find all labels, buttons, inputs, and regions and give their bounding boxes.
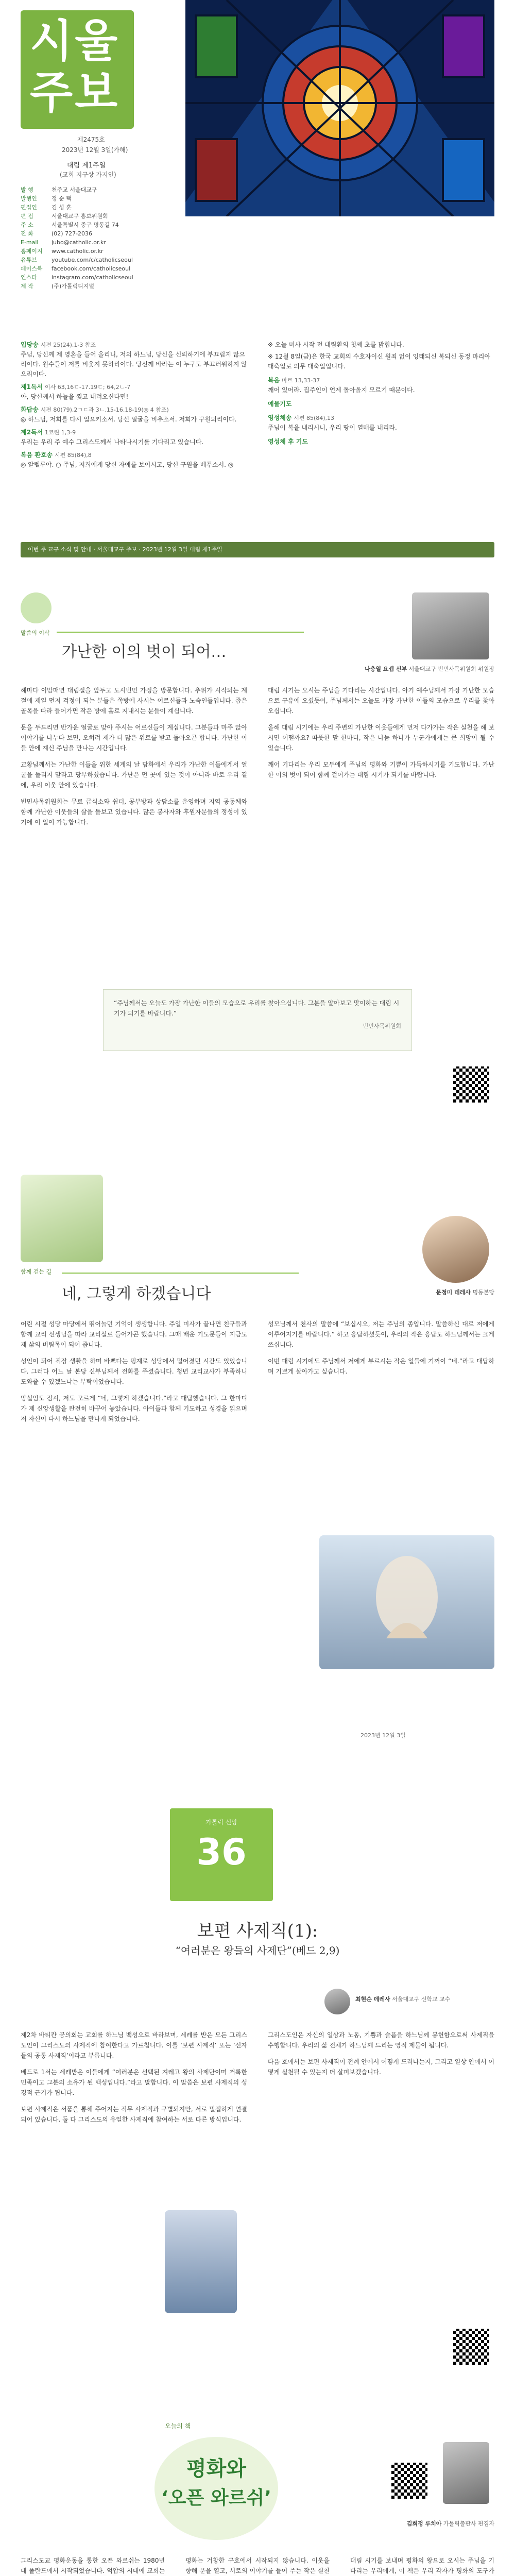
article-3-number: 36 (196, 1831, 247, 1873)
article-1-quote-source: 빈민사목위원회 (363, 1023, 401, 1029)
publisher-row (21, 273, 133, 282)
second-reading-label: 제2독서 (21, 429, 43, 436)
second-reading-text: 우리는 우리 주 예수 그리스도께서 나타나시기를 기다리고 있습니다. (21, 438, 204, 446)
article-4 (0, 2401, 515, 2576)
article-3-book-image (165, 2210, 237, 2313)
info-banner (21, 542, 494, 557)
publisher-row (21, 256, 133, 264)
article-2-prayer-image (319, 1535, 494, 1669)
article-3-tag: 가톨릭 신앙 (205, 1819, 237, 1826)
article-1-byline (309, 665, 494, 673)
psalm-ref: 시편 80(79),2ㄱㄷ과 3ㄴ.15-16.18-19(◎ 4 참조) (40, 406, 169, 413)
article-4-para: 대림 시기를 보내며 평화의 왕으로 오시는 주님을 기다리는 우리에게, 이 책은 우리 각자가 평화의 도구가 (350, 2557, 494, 2574)
publisher-row-value: 정 순 택 (52, 195, 72, 202)
article-3-col-right (268, 2030, 494, 2083)
publisher-row-label: 주 소 (21, 222, 33, 228)
masthead-title-line1: 시울 (30, 15, 120, 67)
article-1-para: 해마다 이맘때면 대림절을 앞두고 도시빈민 가정을 방문합니다. 추위가 시작되는 계절에 제일 먼저 걱정이 되는 분들은 쪽방에 사시는 어르신들과 노숙인들입니다. 좁은 골목을 따라 들어가면 작은 방에 홀로 지내시는 분들이 계십니다. (21, 687, 247, 715)
article-4-author: 김희정 루치아 (406, 2520, 442, 2527)
article-3-author-photo (324, 1989, 350, 2014)
publisher-row-label: 인스타 (21, 274, 37, 281)
article-1-para: 교황님께서는 가난한 이들을 위한 세계의 날 담화에서 우리가 가난한 이들에게서 얼굴을 돌리지 말라고 당부하셨습니다. 가난은 먼 곳에 있는 것이 아니라 바로 우리 곁에, 우리 이웃 안에 있습니다. (21, 761, 247, 789)
article-1 (0, 582, 515, 1149)
article-2-author: 문정미 데레사 (436, 1289, 471, 1296)
communion-text: 주님이 복을 내리시니, 우리 땅이 열매를 내리라. (268, 424, 397, 431)
publisher-row-value: www.catholic.or.kr (52, 248, 104, 255)
article-2-para: 어린 시절 성당 마당에서 뛰어놀던 기억이 생생합니다. 주일 미사가 끝나면 친구들과 함께 교리 선생님을 따라 교리실로 들어가곤 했습니다. 그때 배운 기도문들이 지금도 제 삶의 버팀목이 되어 줍니다. (21, 1320, 247, 1348)
readings-right (268, 340, 494, 536)
article-3-para: 제2차 바티칸 공의회는 교회를 하느님 백성으로 바라보며, 세례를 받은 모든 그리스도인이 그리스도의 사제직에 참여한다고 가르칩니다. 이를 ‘보편 사제직’ 또는 ‘신자들의 공통 사제직’이라고 부릅니다. (21, 2031, 247, 2059)
article-4-author-role: 가톨릭출판사 편집자 (443, 2520, 494, 2527)
article-1-para: 깨어 기다리는 우리 모두에게 주님의 평화와 기쁨이 가득하시기를 기도합니다. 가난한 이의 벗이 되어 함께 걸어가는 대림 시기가 되기를 바랍니다. (268, 761, 494, 778)
article-2-author-role: 명동본당 (472, 1289, 494, 1296)
article-1-quote: “주님께서는 오늘도 가장 가난한 이들의 모습으로 우리를 찾아오십니다. 그분을 알아보고 맞이하는 대림 시기가 되기를 바랍니다.” (114, 999, 400, 1017)
gospel-label: 복음 (268, 377, 280, 384)
publisher-row (21, 221, 133, 229)
alleluia-ref: 시편 85(84),8 (54, 452, 92, 459)
article-2-header-image (21, 1175, 103, 1262)
publisher-row-value: jubo@catholic.or.kr (52, 239, 106, 246)
publisher-row-value: facebook.com/catholicseoul (52, 265, 131, 272)
article-2 (0, 1175, 515, 1752)
article-1-col-left (21, 685, 247, 834)
article-1-qr-code[interactable] (453, 1066, 489, 1103)
publisher-row-value: (주)가톨릭디지털 (52, 283, 94, 290)
article-4-qr-code[interactable] (391, 2463, 427, 2499)
article-3-author: 최현순 데레사 (355, 1996, 390, 2003)
article-1-author: 나충열 요셉 신부 (365, 666, 407, 672)
article-4-col-1 (21, 2555, 165, 2576)
publisher-row (21, 247, 133, 256)
sunday-subtitle: (교회 지구상 가지인) (60, 171, 116, 178)
article-3-qr-code[interactable] (453, 2329, 489, 2365)
article-1-title: 가난한 이의 벗이 되어… (62, 643, 227, 661)
publisher-row-label: 홈페이지 (21, 248, 43, 255)
article-1-quote-box (103, 989, 412, 1051)
publisher-row-label: 편 집 (21, 213, 33, 219)
article-4-tag: 오늘의 책 (165, 2422, 191, 2430)
first-reading-text: 아, 당신께서 하늘을 찢고 내려오신다면! (21, 393, 129, 400)
article-3-subtitle: “여러분은 왕들의 사제단”(베드 2,9) (175, 1944, 340, 1957)
publisher-row (21, 238, 133, 247)
article-2-byline (309, 1288, 494, 1296)
entrance-text: 주님, 당신께 제 영혼을 들어 올리니, 저의 하느님, 당신을 신뢰하기에 부끄럽지 않으리이다. 원수들이 저를 비웃지 못하리이다. 당신께 바라는 이 누구도 부끄러워하지 않으리이다. (21, 351, 247, 378)
stained-glass-image (185, 0, 494, 216)
entrance-label: 입당송 (21, 341, 39, 348)
article-3-para: 보편 사제직은 서품을 통해 주어지는 직무 사제직과 구별되지만, 서로 밀접하게 연결되어 있습니다. 둘 다 그리스도의 유일한 사제직에 참여하는 서로 다른 방식입니다. (21, 2106, 247, 2123)
publisher-row-value: 서울특별시 중구 명동길 74 (52, 222, 119, 228)
publisher-row-label: 페이스북 (21, 265, 43, 272)
article-2-footer-date: 2023년 12월 3일 (360, 1732, 406, 1739)
publisher-row-label: 제 작 (21, 283, 33, 290)
article-1-para: 대림 시기는 오시는 주님을 기다리는 시간입니다. 아기 예수님께서 가장 가난한 모습으로 구유에 오셨듯이, 주님께서는 오늘도 가장 가난한 이들의 모습으로 우리를 찾아오십니다. (268, 687, 494, 715)
article-2-col-left (21, 1319, 247, 1430)
communion-label: 영성체송 (268, 414, 292, 421)
psalm-text: ◎ 하느님, 저희를 다시 일으키소서. 당신 얼굴을 비추소서. 저희가 구원되리이다. (21, 416, 237, 423)
gospel-ref: 마르 13,33-37 (282, 377, 320, 384)
article-2-rule (62, 1273, 299, 1274)
gospel-text: 깨어 있어라. 집주인이 언제 돌아올지 모르기 때문이다. (268, 386, 415, 394)
publisher-row (21, 282, 133, 291)
article-4-title-line1: 평화와 (186, 2457, 246, 2481)
masthead-logo (21, 10, 134, 129)
entrance-ref: 시편 25(24),1-3 참조 (40, 342, 96, 348)
article-2-col-right (268, 1319, 494, 1383)
publisher-row (21, 264, 133, 273)
publisher-info (21, 144, 170, 330)
article-1-col-right (268, 685, 494, 786)
article-4-para: 평화는 거창한 구호에서 시작되지 않습니다. 이웃을 향해 문을 열고, 서로의 이야기를 들어 주는 작은 실천 (185, 2557, 330, 2574)
article-1-para: 문을 두드리면 반가운 얼굴로 맞아 주시는 어르신들이 계십니다. 그분들과 마주 앉아 이야기를 나누다 보면, 오히려 제가 더 많은 위로를 받고 돌아오곤 합니다. 가난한 이들 안에 계신 주님을 만나는 시간입니다. (21, 724, 247, 752)
article-1-tag-label: 말씀의 이삭 (21, 630, 50, 636)
info-banner-text: 이번 주 교구 소식 및 안내 · 서울대교구 주보 · 2023년 12월 3일 대림 제1주일 (28, 546, 222, 553)
article-4-byline (309, 2519, 494, 2528)
publisher-row-label: 전 화 (21, 230, 33, 237)
article-1-author-photo (412, 592, 489, 659)
article-2-para: 성모님께서 천사의 말씀에 “보십시오, 저는 주님의 종입니다. 말씀하신 대로 저에게 이루어지기를 바랍니다.” 하고 응답하셨듯이, 우리의 작은 응답도 하느님께서는 크게 쓰십니다. (268, 1320, 494, 1348)
publisher-row-label: E-mail (21, 239, 39, 246)
publisher-row-value: 김 성 훈 (52, 204, 72, 211)
article-2-para: 망설임도 잠시, 저도 모르게 “네, 그렇게 하겠습니다.”라고 대답했습니다. 그 한마디가 제 신앙생활을 완전히 바꾸어 놓았습니다. 아이들과 함께 기도하고 성경을 읽으며 저 자신이 다시 하느님을 만나게 되었습니다. (21, 1395, 247, 1422)
closing-prayer-label: 영성체 후 기도 (268, 438, 308, 445)
publisher-row-label: 유튜브 (21, 257, 37, 263)
second-reading-ref: 1코린 1,3-9 (44, 429, 76, 436)
article-3 (0, 1772, 515, 2380)
publisher-row-value: instagram.com/catholicseoul (52, 274, 133, 281)
article-4-para: 그리스도교 평화운동을 통한 오픈 와르쉬는 1980년대 폴란드에서 시작되었습니다. 억압의 시대에 교회는 (21, 2557, 165, 2574)
publisher-row (21, 194, 133, 203)
publisher-row (21, 185, 133, 194)
alleluia-label: 복음 환호송 (21, 451, 53, 459)
sunday-name: 대림 제1주일 (67, 162, 106, 170)
article-3-badge (170, 1808, 273, 1901)
article-1-tag (21, 592, 52, 623)
publisher-row-label: 발 행 (21, 187, 33, 193)
article-2-title: 네, 그렇게 하겠습니다 (62, 1285, 211, 1303)
publisher-row-value: 천주교 서울대교구 (52, 187, 97, 193)
publisher-row-value: youtube.com/c/catholicseoul (52, 257, 133, 263)
article-3-title: 보편 사제직(1): (197, 1921, 318, 1941)
article-3-author-role: 서울대교구 신학교 교수 (392, 1996, 451, 2003)
first-reading-ref: 이사 63,16ㄷ-17.19ㄷ; 64,2ㄴ-7 (44, 384, 131, 391)
article-4-col-3 (350, 2555, 494, 2576)
alleluia-text: ◎ 알렐루야. ○ 주님, 저희에게 당신 자애를 보이시고, 당신 구원을 베푸소서. ◎ (21, 461, 234, 468)
publisher-row-value: (02) 727-2036 (52, 230, 93, 237)
publisher-row (21, 203, 133, 212)
article-1-rule (57, 632, 304, 633)
psalm-label: 화답송 (21, 406, 39, 413)
article-2-author-photo (422, 1216, 489, 1283)
article-4-title-line2: ‘오픈 와르쉬’ (161, 2487, 271, 2509)
publisher-row (21, 229, 133, 238)
article-1-author-role: 서울대교구 빈민사목위원회 위원장 (408, 666, 494, 672)
mass-note-1: ※ 오늘 미사 시작 전 대림환의 첫째 초를 밝힙니다. (268, 341, 404, 348)
article-2-para: 성인이 되어 직장 생활을 하며 바쁘다는 핑계로 성당에서 멀어졌던 시간도 있었습니다. 그러다 어느 날 본당 신부님께서 전화를 주셨습니다. 청년 교리교사가 부족하니 도와줄 수 있겠느냐는 부탁이었습니다. (21, 1358, 247, 1385)
publisher-row-label: 편집인 (21, 204, 37, 211)
article-3-para: 다음 호에서는 보편 사제직이 전례 안에서 어떻게 드러나는지, 그리고 일상 안에서 어떻게 실천될 수 있는지 더 살펴보겠습니다. (268, 2058, 494, 2076)
article-3-para: 그리스도인은 자신의 일상과 노동, 기쁨과 슬픔을 하느님께 봉헌함으로써 사제직을 수행합니다. 우리의 삶 전체가 하느님께 드리는 영적 제물이 됩니다. (268, 2031, 494, 2049)
article-1-para: 빈민사목위원회는 무료 급식소와 쉼터, 공부방과 상담소를 운영하며 지역 공동체와 함께 가난한 이웃들의 삶을 돌보고 있습니다. 많은 봉사자와 후원자분들의 정성이 있기에 이 일이 가능합니다. (21, 798, 247, 826)
masthead-title-line2: 주보 (30, 67, 120, 118)
issue-date: 2023년 12월 3일(가해) (62, 146, 128, 154)
article-4-author-photo (443, 2442, 489, 2504)
publisher-row (21, 212, 133, 221)
article-3-col-left (21, 2030, 247, 2131)
article-1-para: 올해 대림 시기에는 우리 주변의 가난한 이웃들에게 먼저 다가가는 작은 실천을 해 보시면 어떨까요? 따뜻한 말 한마디, 작은 나눔 하나가 누군가에게는 큰 희망이 될 수 있습니다. (268, 724, 494, 752)
mass-note-2: ※ 12월 8일(금)은 한국 교회의 수호자이신 원죄 없이 잉태되신 복되신 동정 마리아 대축일로 의무 대축일입니다. (268, 353, 491, 370)
first-reading-label: 제1독서 (21, 383, 43, 391)
article-2-tag: 함께 걷는 길 (21, 1268, 52, 1275)
readings-left (21, 340, 247, 536)
issue-number: 제2475호 (77, 136, 105, 143)
offertory-label: 예물기도 (268, 400, 292, 408)
communion-ref: 시편 85(84),13 (294, 415, 335, 421)
article-4-col-2 (185, 2555, 330, 2576)
article-3-para: 베드로 1서는 세례받은 이들에게 “여러분은 선택된 겨레고 왕의 사제단이며 거룩한 민족이고 그분의 소유가 된 백성입니다.”라고 말합니다. 이 말씀은 보편 사제직의 성경적 근거가 됩니다. (21, 2069, 247, 2096)
article-2-para: 이번 대림 시기에도 주님께서 저에게 부르시는 작은 일들에 기꺼이 “네.”라고 대답하며 기쁘게 살아가고 싶습니다. (268, 1358, 494, 1375)
publisher-row-label: 발행인 (21, 195, 37, 202)
article-3-byline (355, 1995, 500, 2003)
publisher-row-value: 서울대교구 홍보위원회 (52, 213, 108, 219)
